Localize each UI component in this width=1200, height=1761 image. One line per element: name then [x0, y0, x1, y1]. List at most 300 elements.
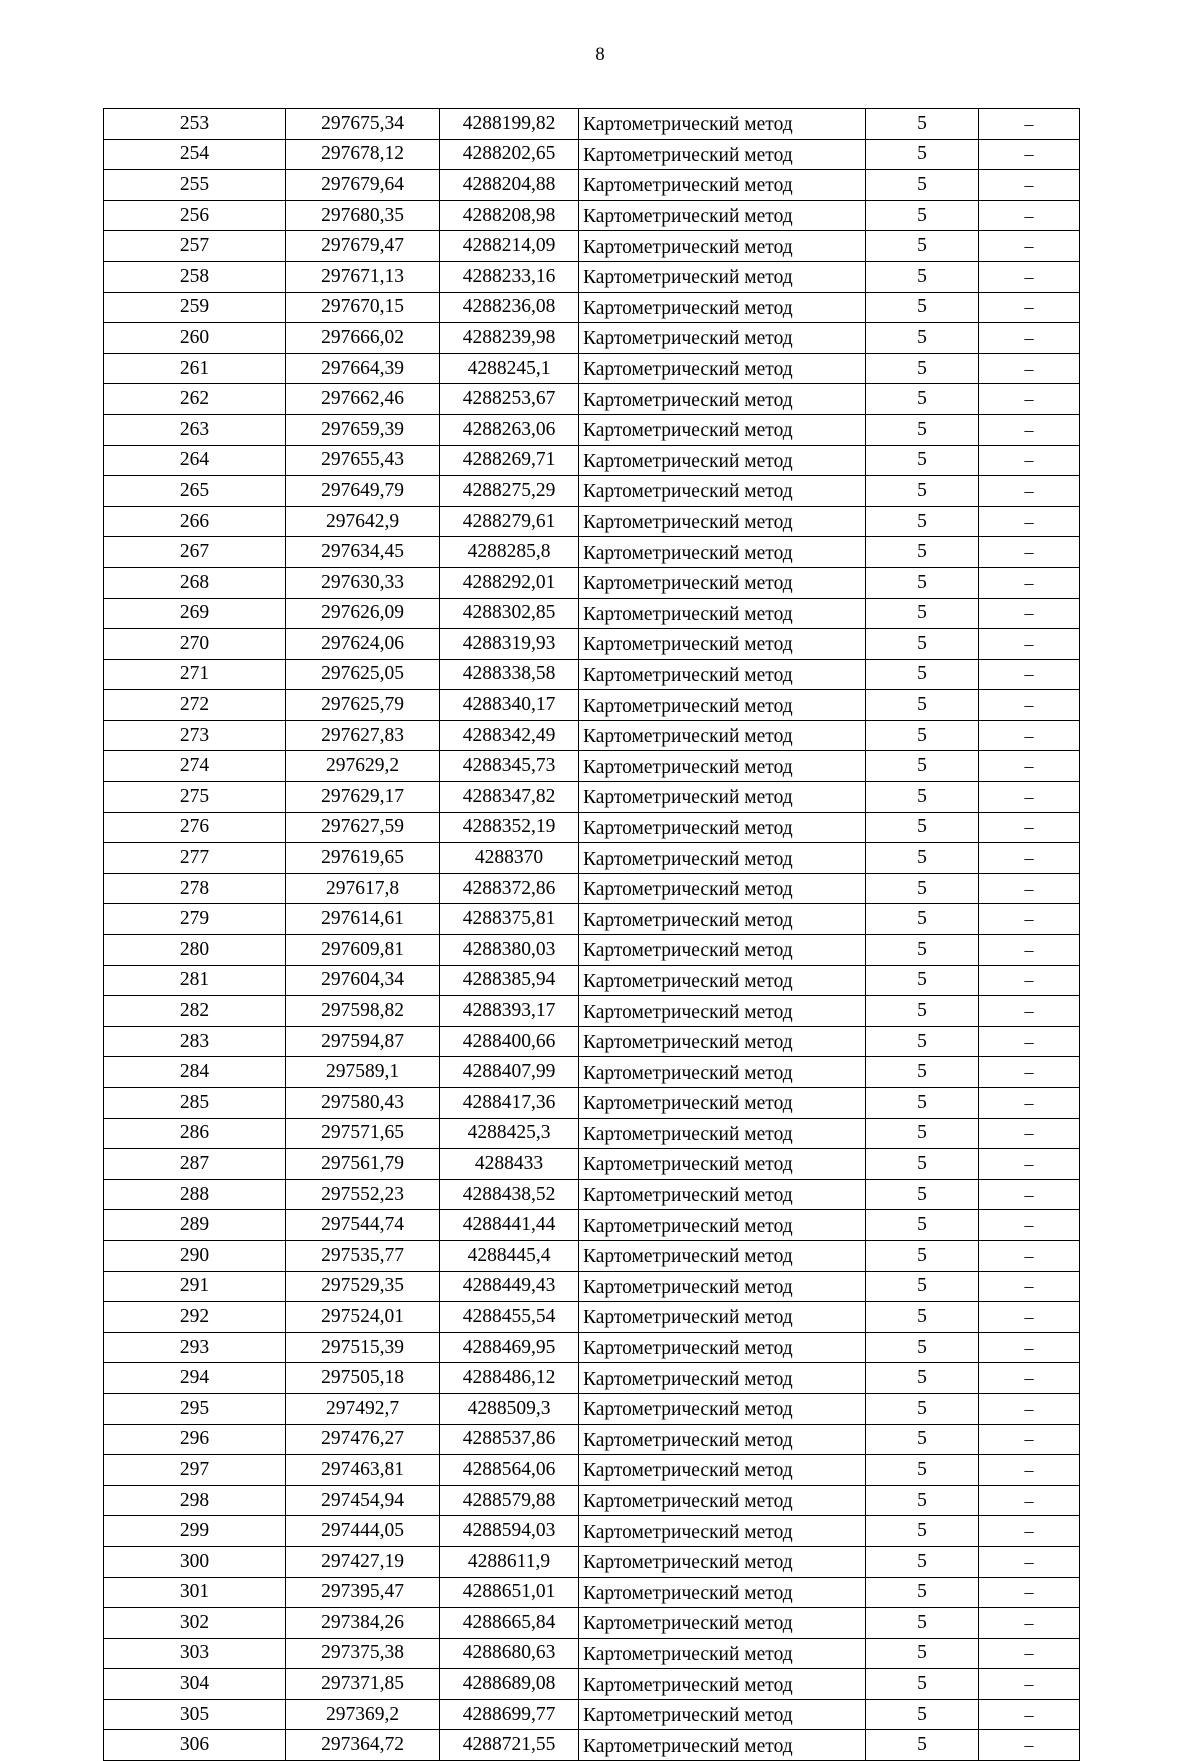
- y-coordinate-cell: 4288338,58: [440, 659, 579, 690]
- note-cell: –: [979, 1669, 1080, 1700]
- accuracy-cell: 5: [866, 873, 979, 904]
- y-coordinate-cell: 4288665,84: [440, 1608, 579, 1639]
- y-coordinate-cell: 4288352,19: [440, 812, 579, 843]
- x-coordinate-cell: 297375,38: [286, 1638, 440, 1669]
- accuracy-cell: 5: [866, 598, 979, 629]
- point-number-cell: 254: [104, 139, 286, 170]
- method-cell: Картометрический метод: [579, 231, 866, 262]
- table-row: [104, 1026, 1080, 1057]
- x-coordinate-cell: 297679,64: [286, 170, 440, 201]
- y-coordinate-cell: 4288537,86: [440, 1424, 579, 1455]
- method-cell: Картометрический метод: [579, 996, 866, 1027]
- table-row: [104, 1363, 1080, 1394]
- accuracy-cell: 5: [866, 1271, 979, 1302]
- accuracy-cell: 5: [866, 996, 979, 1027]
- table-row: [104, 935, 1080, 966]
- y-coordinate-cell: 4288721,55: [440, 1730, 579, 1761]
- coordinates-table-body: [104, 109, 1080, 1761]
- y-coordinate-cell: 4288269,71: [440, 445, 579, 476]
- accuracy-cell: 5: [866, 170, 979, 201]
- x-coordinate-cell: 297515,39: [286, 1332, 440, 1363]
- note-cell: –: [979, 996, 1080, 1027]
- table-row: [104, 1393, 1080, 1424]
- y-coordinate-cell: 4288407,99: [440, 1057, 579, 1088]
- accuracy-cell: 5: [866, 935, 979, 966]
- note-cell: –: [979, 109, 1080, 140]
- x-coordinate-cell: 297529,35: [286, 1271, 440, 1302]
- note-cell: –: [979, 843, 1080, 874]
- table-row: [104, 1638, 1080, 1669]
- table-row: [104, 965, 1080, 996]
- accuracy-cell: 5: [866, 812, 979, 843]
- table-row: [104, 414, 1080, 445]
- table-row: [104, 323, 1080, 354]
- accuracy-cell: 5: [866, 1363, 979, 1394]
- method-cell: Картометрический метод: [579, 1577, 866, 1608]
- note-cell: –: [979, 720, 1080, 751]
- point-number-cell: 276: [104, 812, 286, 843]
- method-cell: Картометрический метод: [579, 812, 866, 843]
- table-row: [104, 1516, 1080, 1547]
- method-cell: Картометрический метод: [579, 1638, 866, 1669]
- point-number-cell: 271: [104, 659, 286, 690]
- note-cell: –: [979, 1210, 1080, 1241]
- x-coordinate-cell: 297476,27: [286, 1424, 440, 1455]
- x-coordinate-cell: 297625,79: [286, 690, 440, 721]
- x-coordinate-cell: 297609,81: [286, 935, 440, 966]
- table-row: [104, 904, 1080, 935]
- point-number-cell: 291: [104, 1271, 286, 1302]
- y-coordinate-cell: 4288302,85: [440, 598, 579, 629]
- method-cell: Картометрический метод: [579, 109, 866, 140]
- accuracy-cell: 5: [866, 1424, 979, 1455]
- table-row: [104, 1577, 1080, 1608]
- x-coordinate-cell: 297629,17: [286, 782, 440, 813]
- y-coordinate-cell: 4288204,88: [440, 170, 579, 201]
- y-coordinate-cell: 4288455,54: [440, 1302, 579, 1333]
- table-row: [104, 873, 1080, 904]
- table-row: [104, 1424, 1080, 1455]
- y-coordinate-cell: 4288417,36: [440, 1088, 579, 1119]
- x-coordinate-cell: 297454,94: [286, 1485, 440, 1516]
- table-row: [104, 139, 1080, 170]
- method-cell: Картометрический метод: [579, 567, 866, 598]
- y-coordinate-cell: 4288400,66: [440, 1026, 579, 1057]
- method-cell: Картометрический метод: [579, 1118, 866, 1149]
- note-cell: –: [979, 1516, 1080, 1547]
- accuracy-cell: 5: [866, 1118, 979, 1149]
- note-cell: –: [979, 1424, 1080, 1455]
- point-number-cell: 257: [104, 231, 286, 262]
- y-coordinate-cell: 4288285,8: [440, 537, 579, 568]
- x-coordinate-cell: 297666,02: [286, 323, 440, 354]
- note-cell: –: [979, 476, 1080, 507]
- point-number-cell: 298: [104, 1485, 286, 1516]
- table-row: [104, 384, 1080, 415]
- note-cell: –: [979, 323, 1080, 354]
- table-row: [104, 720, 1080, 751]
- y-coordinate-cell: 4288340,17: [440, 690, 579, 721]
- table-row: [104, 231, 1080, 262]
- x-coordinate-cell: 297561,79: [286, 1149, 440, 1180]
- x-coordinate-cell: 297670,15: [286, 292, 440, 323]
- table-row: [104, 690, 1080, 721]
- accuracy-cell: 5: [866, 1485, 979, 1516]
- x-coordinate-cell: 297492,7: [286, 1393, 440, 1424]
- point-number-cell: 255: [104, 170, 286, 201]
- point-number-cell: 258: [104, 261, 286, 292]
- point-number-cell: 301: [104, 1577, 286, 1608]
- note-cell: –: [979, 782, 1080, 813]
- accuracy-cell: 5: [866, 904, 979, 935]
- method-cell: Картометрический метод: [579, 1485, 866, 1516]
- note-cell: –: [979, 261, 1080, 292]
- method-cell: Картометрический метод: [579, 751, 866, 782]
- y-coordinate-cell: 4288380,03: [440, 935, 579, 966]
- accuracy-cell: 5: [866, 1210, 979, 1241]
- method-cell: Картометрический метод: [579, 1455, 866, 1486]
- accuracy-cell: 5: [866, 537, 979, 568]
- x-coordinate-cell: 297630,33: [286, 567, 440, 598]
- point-number-cell: 290: [104, 1240, 286, 1271]
- note-cell: –: [979, 1485, 1080, 1516]
- accuracy-cell: 5: [866, 1546, 979, 1577]
- method-cell: Картометрический метод: [579, 1088, 866, 1119]
- note-cell: –: [979, 598, 1080, 629]
- point-number-cell: 299: [104, 1516, 286, 1547]
- point-number-cell: 260: [104, 323, 286, 354]
- point-number-cell: 261: [104, 353, 286, 384]
- point-number-cell: 256: [104, 200, 286, 231]
- note-cell: –: [979, 629, 1080, 660]
- point-number-cell: 267: [104, 537, 286, 568]
- point-number-cell: 263: [104, 414, 286, 445]
- coordinates-table: [103, 108, 1080, 1761]
- table-row: [104, 1332, 1080, 1363]
- y-coordinate-cell: 4288236,08: [440, 292, 579, 323]
- y-coordinate-cell: 4288509,3: [440, 1393, 579, 1424]
- table-row: [104, 782, 1080, 813]
- method-cell: Картометрический метод: [579, 1516, 866, 1547]
- table-row: [104, 1699, 1080, 1730]
- x-coordinate-cell: 297675,34: [286, 109, 440, 140]
- note-cell: –: [979, 1026, 1080, 1057]
- y-coordinate-cell: 4288425,3: [440, 1118, 579, 1149]
- note-cell: –: [979, 751, 1080, 782]
- table-row: [104, 109, 1080, 140]
- note-cell: –: [979, 1699, 1080, 1730]
- point-number-cell: 283: [104, 1026, 286, 1057]
- note-cell: –: [979, 904, 1080, 935]
- y-coordinate-cell: 4288469,95: [440, 1332, 579, 1363]
- y-coordinate-cell: 4288202,65: [440, 139, 579, 170]
- point-number-cell: 253: [104, 109, 286, 140]
- note-cell: –: [979, 231, 1080, 262]
- method-cell: Картометрический метод: [579, 690, 866, 721]
- method-cell: Картометрический метод: [579, 1393, 866, 1424]
- note-cell: –: [979, 1149, 1080, 1180]
- table-row: [104, 843, 1080, 874]
- point-number-cell: 304: [104, 1669, 286, 1700]
- accuracy-cell: 5: [866, 1088, 979, 1119]
- x-coordinate-cell: 297614,61: [286, 904, 440, 935]
- point-number-cell: 287: [104, 1149, 286, 1180]
- table-row: [104, 567, 1080, 598]
- x-coordinate-cell: 297625,05: [286, 659, 440, 690]
- table-row: [104, 1057, 1080, 1088]
- method-cell: Картометрический метод: [579, 1363, 866, 1394]
- method-cell: Картометрический метод: [579, 965, 866, 996]
- accuracy-cell: 5: [866, 261, 979, 292]
- method-cell: Картометрический метод: [579, 1271, 866, 1302]
- table-row: [104, 1302, 1080, 1333]
- accuracy-cell: 5: [866, 353, 979, 384]
- page-number: 8: [595, 44, 605, 65]
- method-cell: Картометрический метод: [579, 292, 866, 323]
- accuracy-cell: 5: [866, 659, 979, 690]
- y-coordinate-cell: 4288393,17: [440, 996, 579, 1027]
- point-number-cell: 284: [104, 1057, 286, 1088]
- table-row: [104, 996, 1080, 1027]
- point-number-cell: 274: [104, 751, 286, 782]
- method-cell: Картометрический метод: [579, 598, 866, 629]
- accuracy-cell: 5: [866, 782, 979, 813]
- table-row: [104, 1455, 1080, 1486]
- method-cell: Картометрический метод: [579, 1210, 866, 1241]
- table-row: [104, 506, 1080, 537]
- note-cell: –: [979, 1546, 1080, 1577]
- accuracy-cell: 5: [866, 414, 979, 445]
- point-number-cell: 270: [104, 629, 286, 660]
- accuracy-cell: 5: [866, 1516, 979, 1547]
- y-coordinate-cell: 4288441,44: [440, 1210, 579, 1241]
- note-cell: –: [979, 659, 1080, 690]
- method-cell: Картометрический метод: [579, 170, 866, 201]
- y-coordinate-cell: 4288680,63: [440, 1638, 579, 1669]
- method-cell: Картометрический метод: [579, 782, 866, 813]
- point-number-cell: 285: [104, 1088, 286, 1119]
- x-coordinate-cell: 297364,72: [286, 1730, 440, 1761]
- x-coordinate-cell: 297627,59: [286, 812, 440, 843]
- accuracy-cell: 5: [866, 231, 979, 262]
- x-coordinate-cell: 297680,35: [286, 200, 440, 231]
- point-number-cell: 268: [104, 567, 286, 598]
- y-coordinate-cell: 4288370: [440, 843, 579, 874]
- table-row: [104, 1485, 1080, 1516]
- accuracy-cell: 5: [866, 1608, 979, 1639]
- y-coordinate-cell: 4288208,98: [440, 200, 579, 231]
- point-number-cell: 277: [104, 843, 286, 874]
- method-cell: Картометрический метод: [579, 1546, 866, 1577]
- y-coordinate-cell: 4288372,86: [440, 873, 579, 904]
- y-coordinate-cell: 4288319,93: [440, 629, 579, 660]
- table-row: [104, 1179, 1080, 1210]
- note-cell: –: [979, 935, 1080, 966]
- x-coordinate-cell: 297655,43: [286, 445, 440, 476]
- y-coordinate-cell: 4288579,88: [440, 1485, 579, 1516]
- y-coordinate-cell: 4288345,73: [440, 751, 579, 782]
- x-coordinate-cell: 297535,77: [286, 1240, 440, 1271]
- accuracy-cell: 5: [866, 1240, 979, 1271]
- accuracy-cell: 5: [866, 720, 979, 751]
- y-coordinate-cell: 4288689,08: [440, 1669, 579, 1700]
- y-coordinate-cell: 4288292,01: [440, 567, 579, 598]
- point-number-cell: 305: [104, 1699, 286, 1730]
- method-cell: Картометрический метод: [579, 935, 866, 966]
- note-cell: –: [979, 1363, 1080, 1394]
- y-coordinate-cell: 4288253,67: [440, 384, 579, 415]
- note-cell: –: [979, 1332, 1080, 1363]
- x-coordinate-cell: 297444,05: [286, 1516, 440, 1547]
- point-number-cell: 282: [104, 996, 286, 1027]
- x-coordinate-cell: 297604,34: [286, 965, 440, 996]
- accuracy-cell: 5: [866, 139, 979, 170]
- note-cell: –: [979, 139, 1080, 170]
- accuracy-cell: 5: [866, 1730, 979, 1761]
- method-cell: Картометрический метод: [579, 1302, 866, 1333]
- method-cell: Картометрический метод: [579, 476, 866, 507]
- note-cell: –: [979, 1271, 1080, 1302]
- point-number-cell: 294: [104, 1363, 286, 1394]
- table-row: [104, 1210, 1080, 1241]
- point-number-cell: 279: [104, 904, 286, 935]
- note-cell: –: [979, 1455, 1080, 1486]
- point-number-cell: 303: [104, 1638, 286, 1669]
- y-coordinate-cell: 4288347,82: [440, 782, 579, 813]
- point-number-cell: 266: [104, 506, 286, 537]
- x-coordinate-cell: 297589,1: [286, 1057, 440, 1088]
- point-number-cell: 297: [104, 1455, 286, 1486]
- accuracy-cell: 5: [866, 1149, 979, 1180]
- x-coordinate-cell: 297649,79: [286, 476, 440, 507]
- method-cell: Картометрический метод: [579, 1057, 866, 1088]
- point-number-cell: 292: [104, 1302, 286, 1333]
- y-coordinate-cell: 4288342,49: [440, 720, 579, 751]
- table-row: [104, 200, 1080, 231]
- method-cell: Картометрический метод: [579, 384, 866, 415]
- x-coordinate-cell: 297505,18: [286, 1363, 440, 1394]
- note-cell: –: [979, 1608, 1080, 1639]
- note-cell: –: [979, 1302, 1080, 1333]
- note-cell: –: [979, 1577, 1080, 1608]
- accuracy-cell: 5: [866, 1026, 979, 1057]
- x-coordinate-cell: 297524,01: [286, 1302, 440, 1333]
- table-row: [104, 537, 1080, 568]
- y-coordinate-cell: 4288233,16: [440, 261, 579, 292]
- x-coordinate-cell: 297371,85: [286, 1669, 440, 1700]
- note-cell: –: [979, 1118, 1080, 1149]
- table-row: [104, 629, 1080, 660]
- point-number-cell: 306: [104, 1730, 286, 1761]
- point-number-cell: 280: [104, 935, 286, 966]
- note-cell: –: [979, 445, 1080, 476]
- x-coordinate-cell: 297629,2: [286, 751, 440, 782]
- note-cell: –: [979, 537, 1080, 568]
- note-cell: –: [979, 292, 1080, 323]
- y-coordinate-cell: 4288385,94: [440, 965, 579, 996]
- x-coordinate-cell: 297617,8: [286, 873, 440, 904]
- note-cell: –: [979, 384, 1080, 415]
- y-coordinate-cell: 4288275,29: [440, 476, 579, 507]
- x-coordinate-cell: 297395,47: [286, 1577, 440, 1608]
- table-row: [104, 1730, 1080, 1761]
- x-coordinate-cell: 297571,65: [286, 1118, 440, 1149]
- x-coordinate-cell: 297369,2: [286, 1699, 440, 1730]
- accuracy-cell: 5: [866, 292, 979, 323]
- accuracy-cell: 5: [866, 1455, 979, 1486]
- method-cell: Картометрический метод: [579, 873, 866, 904]
- x-coordinate-cell: 297664,39: [286, 353, 440, 384]
- x-coordinate-cell: 297552,23: [286, 1179, 440, 1210]
- note-cell: –: [979, 1730, 1080, 1761]
- note-cell: –: [979, 1088, 1080, 1119]
- method-cell: Картометрический метод: [579, 1730, 866, 1761]
- table-row: [104, 812, 1080, 843]
- y-coordinate-cell: 4288239,98: [440, 323, 579, 354]
- x-coordinate-cell: 297626,09: [286, 598, 440, 629]
- x-coordinate-cell: 297619,65: [286, 843, 440, 874]
- y-coordinate-cell: 4288445,4: [440, 1240, 579, 1271]
- note-cell: –: [979, 414, 1080, 445]
- accuracy-cell: 5: [866, 751, 979, 782]
- x-coordinate-cell: 297384,26: [286, 1608, 440, 1639]
- y-coordinate-cell: 4288699,77: [440, 1699, 579, 1730]
- method-cell: Картометрический метод: [579, 445, 866, 476]
- y-coordinate-cell: 4288214,09: [440, 231, 579, 262]
- method-cell: Картометрический метод: [579, 1699, 866, 1730]
- y-coordinate-cell: 4288486,12: [440, 1363, 579, 1394]
- x-coordinate-cell: 297624,06: [286, 629, 440, 660]
- x-coordinate-cell: 297671,13: [286, 261, 440, 292]
- method-cell: Картометрический метод: [579, 200, 866, 231]
- method-cell: Картометрический метод: [579, 904, 866, 935]
- point-number-cell: 275: [104, 782, 286, 813]
- method-cell: Картометрический метод: [579, 506, 866, 537]
- note-cell: –: [979, 1179, 1080, 1210]
- point-number-cell: 286: [104, 1118, 286, 1149]
- table-row: [104, 598, 1080, 629]
- table-row: [104, 1149, 1080, 1180]
- method-cell: Картометрический метод: [579, 629, 866, 660]
- x-coordinate-cell: 297627,83: [286, 720, 440, 751]
- point-number-cell: 289: [104, 1210, 286, 1241]
- note-cell: –: [979, 567, 1080, 598]
- point-number-cell: 269: [104, 598, 286, 629]
- table-row: [104, 659, 1080, 690]
- accuracy-cell: 5: [866, 1057, 979, 1088]
- accuracy-cell: 5: [866, 476, 979, 507]
- x-coordinate-cell: 297598,82: [286, 996, 440, 1027]
- x-coordinate-cell: 297634,45: [286, 537, 440, 568]
- note-cell: –: [979, 200, 1080, 231]
- x-coordinate-cell: 297427,19: [286, 1546, 440, 1577]
- method-cell: Картометрический метод: [579, 1608, 866, 1639]
- note-cell: –: [979, 965, 1080, 996]
- table-row: [104, 1271, 1080, 1302]
- accuracy-cell: 5: [866, 629, 979, 660]
- x-coordinate-cell: 297544,74: [286, 1210, 440, 1241]
- note-cell: –: [979, 1057, 1080, 1088]
- method-cell: Картометрический метод: [579, 261, 866, 292]
- accuracy-cell: 5: [866, 843, 979, 874]
- method-cell: Картометрический метод: [579, 1332, 866, 1363]
- accuracy-cell: 5: [866, 1179, 979, 1210]
- note-cell: –: [979, 812, 1080, 843]
- x-coordinate-cell: 297662,46: [286, 384, 440, 415]
- method-cell: Картометрический метод: [579, 139, 866, 170]
- y-coordinate-cell: 4288594,03: [440, 1516, 579, 1547]
- point-number-cell: 281: [104, 965, 286, 996]
